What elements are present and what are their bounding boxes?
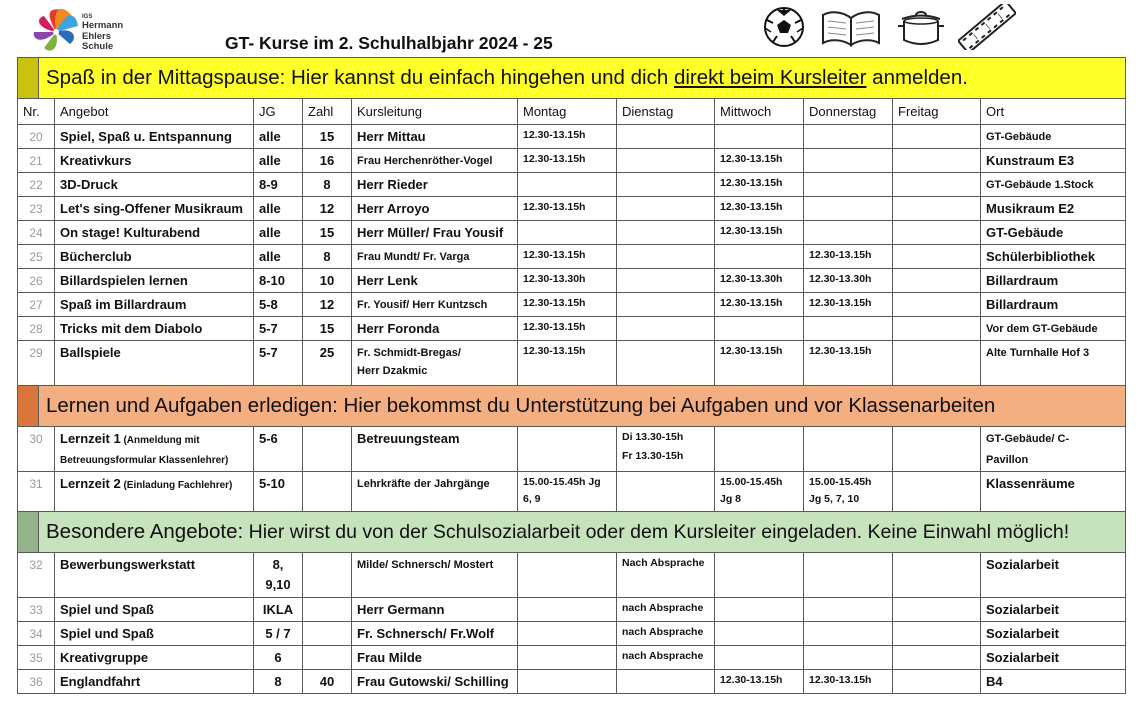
cell-ort: GT-Gebäude [981,221,1126,245]
cell-ort: Klassenräume [981,472,1126,512]
cell-donnerstag [804,125,893,149]
table-header-row [18,99,1126,125]
cell-dienstag [617,472,715,512]
cell-freitag [893,472,981,512]
cell-freitag [893,173,981,197]
cell-jg: 8-10 [254,269,303,293]
cell-jg: 8, 9,10 [254,553,303,598]
table-row [18,622,1126,646]
cell-ort: GT-Gebäude 1.Stock [981,173,1126,197]
section-besondere-angebote [18,512,1126,553]
table-row [18,125,1126,149]
cell-dienstag [617,245,715,269]
cell-freitag [893,245,981,269]
cell-donnerstag [804,173,893,197]
cell-zahl: 16 [303,149,352,173]
cell-zahl: 8 [303,173,352,197]
col-header-zahl: Zahl [303,99,352,125]
cell-donnerstag [804,646,893,670]
cell-montag: 12.30-13.15h [518,125,617,149]
cell-kursleitung: Frau Gutowski/ Schilling [352,670,518,694]
cell-mittwoch [715,125,804,149]
cell-angebot: Bücherclub [55,245,254,269]
cell-zahl [303,646,352,670]
cell-angebot: 3D-Druck [55,173,254,197]
cell-donnerstag [804,622,893,646]
cell-ort: Billardraum [981,293,1126,317]
col-header-angebot: Angebot [55,99,254,125]
cell-dienstag [617,149,715,173]
cell-mittwoch: 12.30-13.15h [715,670,804,694]
cell-angebot: On stage! Kulturabend [55,221,254,245]
cell-montag [518,646,617,670]
table-row [18,173,1126,197]
table-row [18,472,1126,512]
cell-angebot: Lernzeit 1 (Anmeldung mit Betreuungsformular Klassenlehrer) [55,427,254,472]
cell-montag: 12.30-13.15h [518,341,617,386]
cell-mittwoch [715,245,804,269]
cell-zahl [303,427,352,472]
cell-mittwoch: 12.30-13.15h [715,293,804,317]
cell-donnerstag: 12.30-13.30h [804,269,893,293]
cell-montag: 15.00-15.45h Jg 6, 9 [518,472,617,512]
col-header-donnerstag: Donnerstag [804,99,893,125]
cell-dienstag: Nach Absprache [617,553,715,598]
cell-jg: IKLA [254,598,303,622]
cell-mittwoch: 12.30-13.15h [715,149,804,173]
cell-zahl: 25 [303,341,352,386]
cell-dienstag: Di 13.30-15h Fr 13.30-15h [617,427,715,472]
cell-nr: 34 [18,622,55,646]
cell-kursleitung: Herr Foronda [352,317,518,341]
cell-jg: 5 / 7 [254,622,303,646]
cell-mittwoch: 12.30-13.15h [715,221,804,245]
table-row [18,598,1126,622]
cell-jg: 5-7 [254,341,303,386]
cell-dienstag [617,293,715,317]
section-marker [18,386,39,426]
col-header-montag: Montag [518,99,617,125]
section-mittagspause [18,58,1126,99]
col-header-jg: JG [254,99,303,125]
section-title: Besondere Angebote: Hier wirst du von der Schulsozialarbeit oder dem Kursleiter eingeladen. Keine Einwahl möglich! [46,520,1070,543]
cell-ort: Vor dem GT-Gebäude [981,317,1126,341]
cell-mittwoch: 12.30-13.15h [715,197,804,221]
cell-zahl: 15 [303,317,352,341]
cell-kursleitung: Fr. Schnersch/ Fr.Wolf [352,622,518,646]
cell-dienstag [617,670,715,694]
cell-kursleitung: Herr Germann [352,598,518,622]
cell-freitag [893,670,981,694]
logo-line-hermann: Hermann [82,20,124,31]
cell-montag: 12.30-13.15h [518,317,617,341]
cell-nr: 29 [18,341,55,386]
cell-ort: Musikraum E2 [981,197,1126,221]
cell-dienstag: nach Absprache [617,598,715,622]
logo-line-igs: IGS [82,14,93,20]
cell-jg: alle [254,221,303,245]
cell-kursleitung: Betreuungsteam [352,427,518,472]
cell-nr: 21 [18,149,55,173]
cell-montag [518,622,617,646]
cell-jg: alle [254,197,303,221]
cell-montag: 12.30-13.15h [518,293,617,317]
cell-zahl [303,553,352,598]
cell-angebot: Spaß im Billardraum [55,293,254,317]
cell-ort: B4 [981,670,1126,694]
cell-donnerstag [804,427,893,472]
table-row [18,269,1126,293]
cell-nr: 30 [18,427,55,472]
cell-dienstag [617,269,715,293]
film-strip-icon [958,4,1016,50]
cell-kursleitung: Frau Milde [352,646,518,670]
cell-donnerstag [804,197,893,221]
cell-kursleitung: Herr Lenk [352,269,518,293]
cell-freitag [893,293,981,317]
cell-kursleitung: Milde/ Schnersch/ Mostert [352,553,518,598]
school-name [82,14,123,53]
cell-jg: 5-10 [254,472,303,512]
course-table [17,57,1126,694]
open-book-icon [820,8,882,48]
col-header-nr: Nr. [18,99,55,125]
cell-montag [518,173,617,197]
table-row [18,670,1126,694]
cell-kursleitung: Fr. Yousif/ Herr Kuntzsch [352,293,518,317]
cell-dienstag: nach Absprache [617,622,715,646]
cell-ort: Sozialarbeit [981,622,1126,646]
cell-kursleitung: Herr Mittau [352,125,518,149]
cell-ort: Billardraum [981,269,1126,293]
cell-jg: 5-6 [254,427,303,472]
cell-nr: 32 [18,553,55,598]
cell-zahl: 10 [303,269,352,293]
cell-angebot: Spiel und Spaß [55,598,254,622]
cell-dienstag [617,317,715,341]
cell-jg: 8-9 [254,173,303,197]
cell-nr: 23 [18,197,55,221]
cell-dienstag: nach Absprache [617,646,715,670]
col-header-ort: Ort [981,99,1126,125]
page-header [0,0,1140,58]
cell-donnerstag: 15.00-15.45h Jg 5, 7, 10 [804,472,893,512]
cell-donnerstag: 12.30-13.15h [804,245,893,269]
cell-zahl: 8 [303,245,352,269]
cell-freitag [893,149,981,173]
section-marker [18,58,39,98]
cell-mittwoch: 12.30-13.30h [715,269,804,293]
cell-jg: 5-8 [254,293,303,317]
cell-jg: alle [254,125,303,149]
section-title: Lernen und Aufgaben erledigen: Hier bekommst du Unterstützung bei Aufgaben und vor Klassenarbeiten [46,394,996,417]
cell-dienstag [617,197,715,221]
cell-mittwoch: 15.00-15.45h Jg 8 [715,472,804,512]
cell-kursleitung: Frau Herchenröther-Vogel [352,149,518,173]
cell-mittwoch [715,317,804,341]
cell-montag [518,670,617,694]
cell-montag [518,221,617,245]
table-row [18,197,1126,221]
table-row [18,646,1126,670]
cell-dienstag [617,125,715,149]
cell-zahl: 15 [303,125,352,149]
cell-angebot: Ballspiele [55,341,254,386]
cell-donnerstag: 12.30-13.15h [804,341,893,386]
section-lernen [18,386,1126,427]
cell-ort: Sozialarbeit [981,646,1126,670]
cell-freitag [893,427,981,472]
table-row [18,427,1126,472]
cell-nr: 27 [18,293,55,317]
cell-mittwoch: 12.30-13.15h [715,173,804,197]
cell-freitag [893,125,981,149]
cell-mittwoch [715,646,804,670]
cell-zahl: 40 [303,670,352,694]
cell-dienstag [617,341,715,386]
cell-jg: 5-7 [254,317,303,341]
cell-donnerstag: 12.30-13.15h [804,293,893,317]
cooking-pot-icon [896,4,946,50]
cell-mittwoch: 12.30-13.15h [715,341,804,386]
cell-freitag [893,341,981,386]
cell-angebot: Billardspielen lernen [55,269,254,293]
cell-donnerstag [804,553,893,598]
cell-donnerstag: 12.30-13.15h [804,670,893,694]
cell-angebot: Kreativgruppe [55,646,254,670]
section-marker [18,512,39,552]
cell-angebot: Spiel und Spaß [55,622,254,646]
cell-nr: 35 [18,646,55,670]
cell-donnerstag [804,598,893,622]
cell-jg: alle [254,245,303,269]
cell-mittwoch [715,427,804,472]
cell-nr: 28 [18,317,55,341]
cell-nr: 22 [18,173,55,197]
cell-freitag [893,598,981,622]
cell-freitag [893,317,981,341]
cell-freitag [893,646,981,670]
cell-kursleitung: Herr Rieder [352,173,518,197]
cell-mittwoch [715,622,804,646]
col-header-kursleitung: Kursleitung [352,99,518,125]
table-row [18,293,1126,317]
table-row [18,245,1126,269]
cell-angebot: Bewerbungswerkstatt [55,553,254,598]
col-header-freitag: Freitag [893,99,981,125]
cell-montag: 12.30-13.15h [518,245,617,269]
section-title: Spaß in der Mittagspause: Hier kannst du einfach hingehen und dich direkt beim Kursleiter anmelden. [46,66,968,89]
cell-montag [518,598,617,622]
table-row [18,341,1126,386]
cell-kursleitung: Lehrkräfte der Jahrgänge [352,472,518,512]
cell-zahl [303,472,352,512]
cell-freitag [893,553,981,598]
cell-dienstag [617,221,715,245]
cell-freitag [893,622,981,646]
table-row [18,553,1126,598]
cell-montag [518,553,617,598]
cell-nr: 33 [18,598,55,622]
cell-angebot: Englandfahrt [55,670,254,694]
cell-kursleitung: Herr Arroyo [352,197,518,221]
cell-mittwoch [715,598,804,622]
cell-donnerstag [804,221,893,245]
col-header-dienstag: Dienstag [617,99,715,125]
cell-zahl: 15 [303,221,352,245]
cell-kursleitung: Fr. Schmidt-Bregas/ Herr Dzakmic [352,341,518,386]
cell-nr: 31 [18,472,55,512]
cell-freitag [893,269,981,293]
cell-ort: Alte Turnhalle Hof 3 [981,341,1126,386]
cell-angebot: Let's sing-Offener Musikraum [55,197,254,221]
cell-montag: 12.30-13.15h [518,197,617,221]
table-row [18,317,1126,341]
cell-kursleitung: Frau Mundt/ Fr. Varga [352,245,518,269]
cell-angebot: Kreativkurs [55,149,254,173]
cell-freitag [893,221,981,245]
cell-angebot: Tricks mit dem Diabolo [55,317,254,341]
cell-freitag [893,197,981,221]
cell-nr: 36 [18,670,55,694]
cell-jg: 6 [254,646,303,670]
cell-nr: 25 [18,245,55,269]
cell-kursleitung: Herr Müller/ Frau Yousif [352,221,518,245]
cell-nr: 26 [18,269,55,293]
page-title: GT- Kurse im 2. Schulhalbjahr 2024 - 25 [225,33,553,53]
cell-dienstag [617,173,715,197]
cell-angebot: Lernzeit 2 (Einladung Fachlehrer) [55,472,254,512]
cell-angebot: Spiel, Spaß u. Entspannung [55,125,254,149]
cell-zahl [303,622,352,646]
table-row [18,221,1126,245]
cell-ort: GT-Gebäude/ C- Pavillon [981,427,1126,472]
cell-jg: 8 [254,670,303,694]
cell-nr: 24 [18,221,55,245]
cell-zahl: 12 [303,197,352,221]
cell-zahl: 12 [303,293,352,317]
cell-montag [518,427,617,472]
cell-montag: 12.30-13.30h [518,269,617,293]
cell-donnerstag [804,149,893,173]
logo-line-ehlers: Ehlers [82,30,112,42]
cell-ort: Schülerbibliothek [981,245,1126,269]
cell-nr: 20 [18,125,55,149]
table-row [18,149,1126,173]
soccer-ball-icon [763,6,805,48]
cell-ort: Kunstraum E3 [981,149,1126,173]
cell-jg: alle [254,149,303,173]
cell-donnerstag [804,317,893,341]
cell-montag: 12.30-13.15h [518,149,617,173]
logo-line-schule: Schule [82,41,114,52]
cell-ort: Sozialarbeit [981,553,1126,598]
col-header-mittwoch: Mittwoch [715,99,804,125]
cell-mittwoch [715,553,804,598]
cell-ort: GT-Gebäude [981,125,1126,149]
cell-ort: Sozialarbeit [981,598,1126,622]
cell-zahl [303,598,352,622]
